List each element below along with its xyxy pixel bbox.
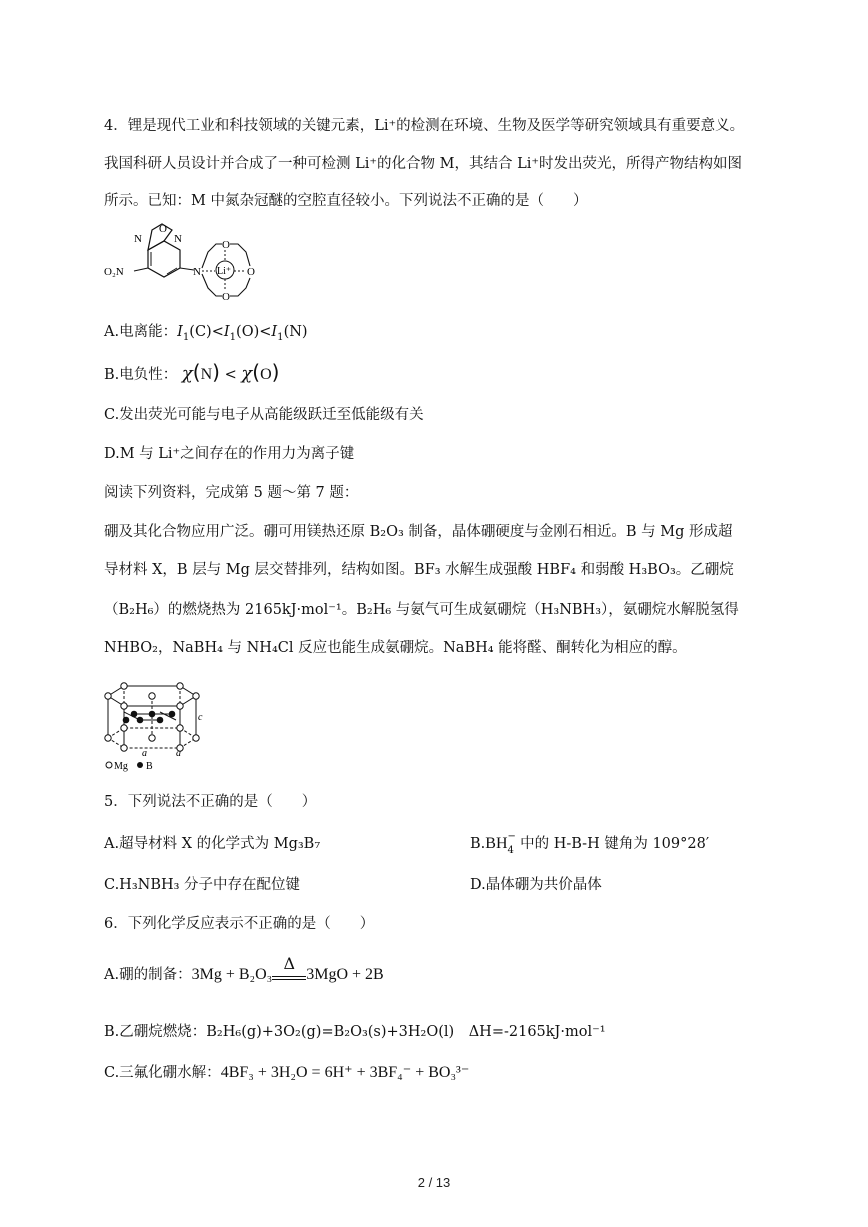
q4-option-a-prefix: A.电离能： [104, 324, 178, 340]
q4-stem-line3: 所示。已知：M 中氮杂冠醚的空腔直径较小。下列说法不正确的是（ ） [104, 193, 588, 209]
lattice-c-label: c [198, 712, 203, 723]
reading-paragraph-line1: 硼及其化合物应用广泛。硼可用镁热还原 B₂O₃ 制备，晶体硼硬度与金刚石相近。B 与 Mg 形成超 [104, 524, 733, 540]
q6-option-a [104, 954, 384, 985]
q6-option-c-prefix: C.三氟化硼水解： [104, 1065, 221, 1081]
li-ion-label: Li⁺ [217, 266, 232, 277]
crystal-structure-figure [104, 676, 214, 772]
heat-condition-arrow [272, 954, 306, 985]
ionization-sub-2: 1 [229, 331, 237, 343]
q4-stem-line2: 我国科研人员设计并合成了一种可检测 Li⁺的化合物 M，其结合 Li⁺时发出荧光，所得产物结构如图 [104, 156, 743, 172]
q6-option-a-prefix: A.硼的制备： [104, 967, 192, 983]
ionization-symbol-3: I [271, 324, 278, 340]
chi-n: N [200, 366, 213, 383]
q6-option-a-products: 3MgO + 2B [306, 966, 384, 983]
q4-stem-line1: 4．锂是现代工业和科技领域的关键元素，Li⁺的检测在环境、生物及医学等研究领域具有重要意义。 [104, 118, 745, 134]
chi-o: O [260, 366, 272, 383]
reading-paragraph-line2: 导材料 X，B 层与 Mg 层交替排列，结构如图。BF₃ 水解生成强酸 HBF₄ 和弱酸 H₃BO₃。乙硼烷 [104, 562, 734, 578]
legend-mg-label: Mg [114, 761, 128, 772]
benzene-ring [148, 241, 180, 277]
chi-symbol: χ [181, 363, 193, 384]
q6-option-b: B.乙硼烷燃烧：B₂H₆(g)+3O₂(g)=B₂O₃(s)+3H₂O(l) ΔH=-2165kJ·mol⁻¹ [104, 1024, 606, 1040]
reading-intro: 阅读下列资料，完成第 5 题～第 7 题： [104, 485, 359, 501]
ionization-sub-3: 1 [277, 331, 284, 343]
oxadiazole-n1-label: N [134, 233, 142, 245]
legend-mg-marker [106, 762, 112, 768]
crown-o-right: O [247, 266, 255, 278]
chi-symbol-2: χ [241, 363, 253, 384]
q6-option-c-equation: 4BF₃ + 3H₂O = 6H⁺ + 3BF₄⁻ + BO₃³⁻ [220, 1064, 470, 1081]
bh4-charge: − [507, 831, 516, 842]
crown-o-bottom: O [222, 291, 230, 303]
q5-option-a: A.超导材料 X 的化学式为 Mg₃B₇ [104, 836, 321, 852]
reading-paragraph-line4: NHBO₂，NaBH₄ 与 NH₄Cl 反应也能生成氨硼烷。NaBH₄ 能将醛、酮转化为相应的醇。 [104, 640, 687, 656]
lattice-a1-label: a [142, 748, 147, 759]
nitro-group-label: O₂N [104, 266, 124, 278]
ionization-sub: 1 [182, 331, 190, 343]
crown-o-top: O [222, 239, 230, 251]
legend-b-marker [137, 762, 143, 768]
q5-option-d: D.晶体硼为共价晶体 [470, 877, 602, 893]
ion-o: (O)< [236, 324, 272, 340]
crown-n-label: N [193, 266, 201, 278]
chi-lt: < [224, 367, 237, 383]
heat-symbol: Δ [283, 954, 296, 973]
q4-option-d: D.M 与 Li⁺之间存在的作用力为离子键 [104, 446, 355, 462]
q4-option-a [104, 322, 308, 342]
q6-stem: 6．下列化学反应表示不正确的是（ ） [104, 916, 375, 932]
q5-option-b-rest: 中的 H-B-H 键角为 109°28′ [515, 836, 710, 852]
q4-option-b: B.电负性： χ(N) < χ(O) [104, 360, 280, 384]
q6-option-a-reactants: 3Mg + B₂O₃ [191, 966, 273, 983]
q5-option-c: C.H₃NBH₃ 分子中存在配位键 [104, 877, 301, 893]
q6-option-c [104, 1063, 469, 1083]
ionization-symbol: I [177, 324, 183, 340]
ion-n: (N) [283, 324, 308, 340]
ionization-symbol-2: I [223, 324, 230, 340]
q4-option-b-prefix: B.电负性： [104, 367, 178, 383]
q5-option-b-prefix: B. [470, 836, 486, 852]
q5-option-b [470, 831, 710, 856]
lattice-a2-label: a [176, 748, 181, 759]
oxadiazole-n2-label: N [174, 233, 182, 245]
bh4-ion: BH [485, 835, 508, 852]
oxadiazole-o-label: O [159, 223, 167, 235]
q5-stem: 5．下列说法不正确的是（ ） [104, 794, 317, 810]
q4-structure-figure [104, 222, 264, 307]
legend-b-label: B [146, 761, 153, 772]
reading-paragraph-line3: （B₂H₆）的燃烧热为 2165kJ·mol⁻¹。B₂H₆ 与氨气可生成氨硼烷（H₃NBH₃），氨硼烷水解脱氢得 [104, 602, 739, 618]
ion-c: (C)< [189, 324, 224, 340]
bh4-subscript: 4 [507, 845, 514, 856]
page-number: 2 / 13 [417, 1175, 451, 1190]
q4-option-c: C.发出荧光可能与电子从高能级跃迁至低能级有关 [104, 407, 424, 423]
